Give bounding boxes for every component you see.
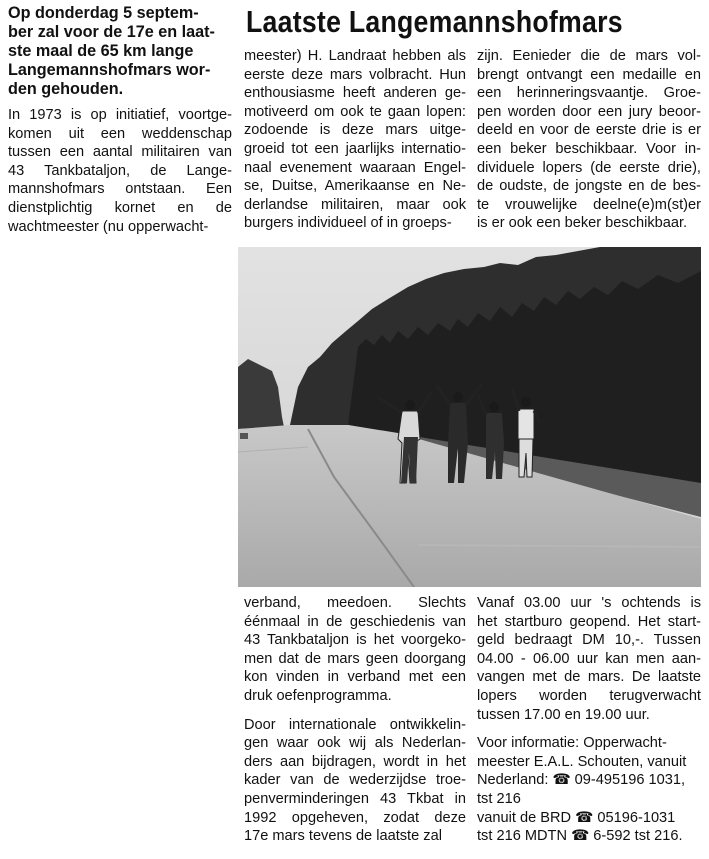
- col3-top-line: zijn. Eenieder die de mars vol-: [477, 48, 701, 64]
- col3-bottom-p2-line: tst 216 MDTN ☎ 6-592 tst 216.: [477, 828, 683, 845]
- lead-line: ber zal voor de 17e en laat-: [8, 23, 215, 41]
- col2-bottom-p1-line: 43 Tankbataljon is het voorgeko-: [244, 632, 466, 649]
- column-1: [8, 106, 232, 236]
- col2-top-line: burgers individueel of in groeps-: [244, 215, 452, 232]
- lead-line: ste maal de 65 km lange: [8, 42, 194, 60]
- col3-top-line: brengt ontvangt een medaille en: [477, 66, 701, 83]
- lead-line: Op donderdag 5 septem-: [8, 4, 199, 22]
- col3-bottom-p1-line: vangen met de mars. De laatste: [477, 669, 701, 686]
- col2-bottom-p2-line: 1992 opgeheven, zodat deze: [244, 809, 466, 826]
- col2-bottom-p2-line: Door internationale ontwikkelin-: [244, 716, 466, 733]
- col3-top-line: deeld en voor de eerste drie is er: [477, 122, 701, 139]
- col2-bottom-p2-line: penverminderingen 43 Tkbat in: [244, 790, 466, 807]
- lead-line: Langemannshofmars wor-: [8, 61, 211, 79]
- col2-bottom-p2-line: gen waar ook wij als Nederlan-: [244, 735, 466, 752]
- col3-top-line: de oudste, de jongste en de bes-: [477, 178, 701, 195]
- col2-bottom-p1-line: verband, meedoen. Slechts: [244, 595, 466, 611]
- col1-line: mannshofmars ontstaan. Een: [8, 181, 232, 198]
- lead-paragraph: [8, 4, 230, 99]
- col1-line: komen uit een weddenschap: [8, 125, 232, 142]
- col3-bottom-p1-line: tussen 17.00 en 19.00 uur.: [477, 706, 650, 723]
- marchers-on-road-photo: [238, 247, 701, 587]
- col3-bottom-p1-line: lopers worden terugverwacht: [477, 687, 701, 704]
- col3-bottom-p2-line: Voor informatie: Opperwacht-: [477, 735, 667, 752]
- col2-bottom-p1-line: kon vinden in verband met een: [244, 669, 466, 686]
- col3-top-line: dividuele lopers (de eerste drie),: [477, 159, 701, 176]
- col2-bottom-p1-line: druk oefenprogramma.: [244, 687, 392, 704]
- col2-bottom-p2-line: 17e mars tevens de laatste zal: [244, 828, 442, 845]
- col3-top-line: een beker beschikbaar. Voor in-: [477, 140, 701, 157]
- column-3-bottom: [477, 594, 701, 846]
- col3-bottom-p2-line: Nederland: ☎ 09-495196 1031,: [477, 772, 686, 789]
- col3-bottom-p1-line: 04.00 - 06.00 uur kan men aan-: [477, 650, 701, 667]
- col2-top-line: eerste deze mars volbracht. Hun: [244, 66, 466, 83]
- column-2-bottom: [244, 594, 466, 846]
- col2-bottom-p1-line: men dat de mars geen doorgang: [244, 650, 466, 667]
- paragraph-gap: [244, 706, 466, 716]
- col2-top-line: enthousiasme heeft anderen ge-: [244, 85, 466, 102]
- lead-line: den gehouden.: [8, 80, 124, 98]
- col3-top-line: is er ook een beker beschikbaar.: [477, 215, 688, 232]
- col2-bottom-p2-line: kader van de wederzijdse troe-: [244, 772, 466, 789]
- col3-bottom-p1-line: Vanaf 03.00 uur 's ochtends is: [477, 595, 701, 611]
- col3-bottom-p2-line: tst 216: [477, 790, 521, 807]
- col2-top-line: zodoende is deze mars uitge-: [244, 122, 466, 139]
- col1-line: tussen een aantal militairen van: [8, 144, 232, 161]
- col3-bottom-p1-line: het startburo geopend. Het start-: [477, 613, 701, 630]
- col2-bottom-p2-line: ders aan bijdragen, wordt in het: [244, 753, 466, 770]
- col1-line: In 1973 is op initiatief, voortge-: [8, 107, 232, 123]
- col2-top-line: meester) H. Landraat hebben als: [244, 48, 466, 64]
- col3-top-line: te vrouwelijke deelne(e)m(st)er: [477, 196, 701, 213]
- col1-line: 43 Tankbataljon, de Lange-: [8, 162, 232, 179]
- col3-top-line: een herinneringsvaantje. Groe-: [477, 85, 701, 102]
- col1-line: dienstplichtig kornet en de: [8, 199, 232, 216]
- col3-top-line: pen worden door een jury beoor-: [477, 103, 701, 120]
- column-2-top: [244, 47, 466, 233]
- col2-top-line: motiveerd om ook te gaan lopen:: [244, 103, 466, 120]
- col2-top-line: se, Duitse, Amerikaanse en Ne-: [244, 178, 466, 195]
- col2-top-line: derlandse militairen, maar ook: [244, 196, 466, 213]
- column-3-top: [477, 47, 701, 233]
- col2-top-line: naal evenement waaraan Engel-: [244, 159, 466, 176]
- col3-bottom-p2-line: meester E.A.L. Schouten, vanuit: [477, 753, 687, 770]
- col3-bottom-p1-line: geld bedraagt DM 10,-. Tussen: [477, 632, 701, 649]
- col3-bottom-p2-line: vanuit de BRD ☎ 05196-1031: [477, 809, 676, 826]
- article-title: Laatste Langemannshofmars: [246, 4, 623, 39]
- col1-line: wachtmeester (nu opperwacht-: [8, 218, 209, 235]
- col2-top-line: groeid tot een jaarlijks internatio-: [244, 140, 466, 157]
- col2-bottom-p1-line: éénmaal in de geschiedenis van: [244, 613, 466, 630]
- paragraph-gap: [477, 724, 701, 734]
- article-photo: [238, 247, 701, 587]
